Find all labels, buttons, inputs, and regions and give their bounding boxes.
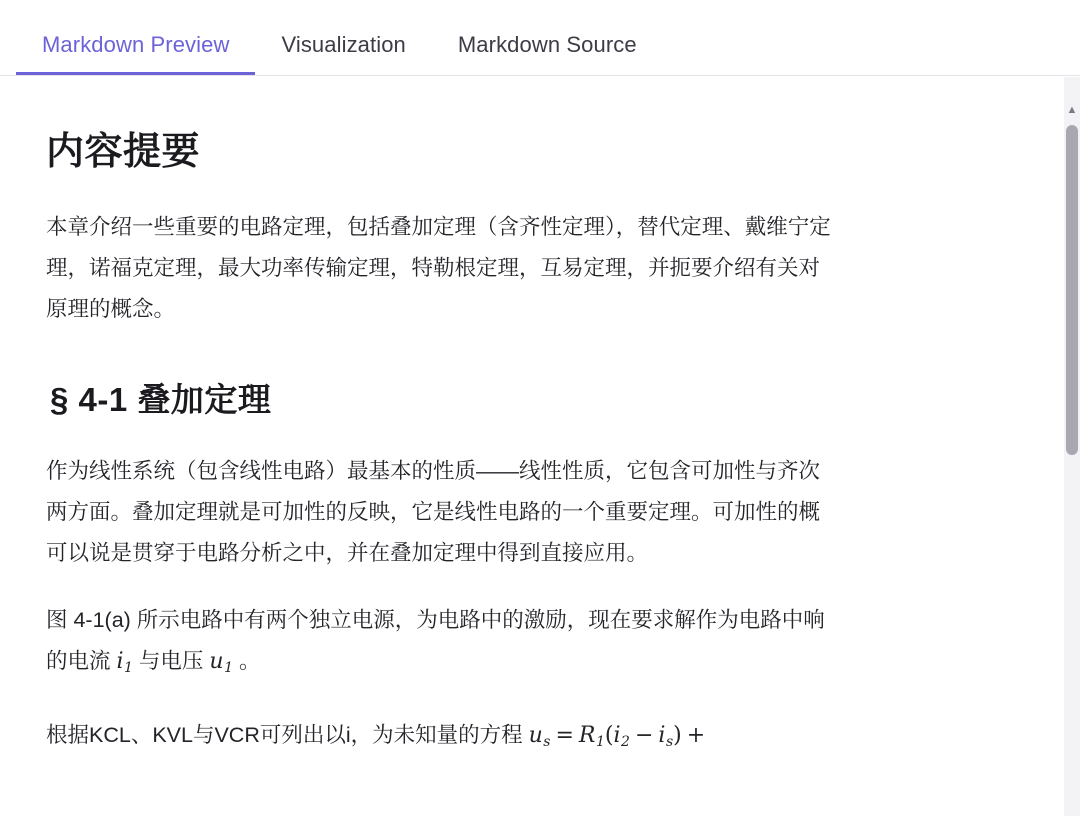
math-current-i1-sub: 1	[124, 659, 133, 676]
math-voltage-u1-var: u	[209, 649, 224, 674]
paragraph-equation	[46, 715, 1024, 763]
paragraph-summary	[46, 207, 1024, 330]
paragraph-linearity-line-1: 作为线性系统（包含线性电路）最基本的性质——线性性质，它包含可加性与齐次	[46, 459, 821, 483]
tab-markdown-source[interactable]	[432, 24, 663, 75]
equation-plus: +	[686, 722, 706, 748]
equation-expression	[529, 723, 711, 748]
scrollbar-thumb[interactable]	[1066, 125, 1078, 455]
equation-coeff-sub: 1	[595, 733, 605, 750]
tab-markdown-preview-label: Markdown Preview	[42, 32, 230, 57]
tab-markdown-preview[interactable]	[16, 24, 255, 75]
equation-close-paren: )	[673, 722, 682, 748]
tab-visualization[interactable]	[255, 24, 431, 75]
paragraph-summary-line-2: 理，诺福克定理，最大功率传输定理，特勒根定理，互易定理，并扼要介绍有关对	[46, 256, 821, 280]
paragraph-figure-line-2-mid: 与电压	[132, 649, 210, 673]
math-current-i1	[116, 649, 132, 674]
math-voltage-u1-sub: 1	[224, 659, 233, 676]
paragraph-linearity-line-2: 两方面。叠加定理就是可加性的反映，它是线性电路的一个重要定理。可加性的概	[46, 500, 821, 524]
document-content	[0, 76, 1080, 816]
equation-coeff-var: R	[578, 722, 596, 748]
vertical-scrollbar[interactable]	[1064, 77, 1080, 816]
paragraph-summary-line-1: 本章介绍一些重要的电路定理，包括叠加定理（含齐性定理），替代定理、戴维宁定	[46, 215, 831, 239]
section-heading: § 4-1 叠加定理	[50, 381, 272, 418]
equation-open-paren: (	[604, 722, 614, 748]
tab-visualization-label: Visualization	[281, 32, 406, 57]
page-title: 内容提要	[46, 131, 201, 173]
paragraph-linearity-line-3: 可以说是贯穿于电路分析之中，并在叠加定理中得到直接应用。	[46, 541, 649, 565]
equation-equals: =	[555, 722, 574, 748]
equation-term2-var: i	[658, 722, 666, 748]
paragraph-figure-line-2-post: 。	[233, 649, 261, 673]
paragraph-linearity	[46, 451, 1024, 574]
paragraph-figure-reference	[46, 600, 1024, 689]
equation-term2-sub: s	[665, 733, 674, 750]
equation-lhs-sub: s	[543, 733, 551, 750]
equation-term1-var: i	[613, 722, 621, 748]
scroll-up-arrow-icon[interactable]: ▲	[1066, 104, 1078, 116]
paragraph-equation-pre: 根据KCL、KVL与VCR可列出以i，为未知量的方程	[46, 722, 529, 747]
equation-minus: −	[634, 722, 654, 748]
paragraph-summary-line-3: 原理的概念。	[46, 297, 176, 321]
math-voltage-u1	[209, 649, 233, 674]
math-current-i1-var: i	[116, 649, 124, 674]
paragraph-figure-line-2-pre: 的电流	[46, 649, 117, 673]
tab-markdown-source-label: Markdown Source	[457, 32, 637, 57]
paragraph-figure-line-1: 图 4-1(a) 所示电路中有两个独立电源，为电路中的激励，现在要求解作为电路中响	[46, 608, 825, 632]
tab-bar	[0, 0, 1080, 76]
equation-term1-sub: 2	[621, 733, 630, 750]
equation-lhs-var: u	[528, 722, 543, 748]
